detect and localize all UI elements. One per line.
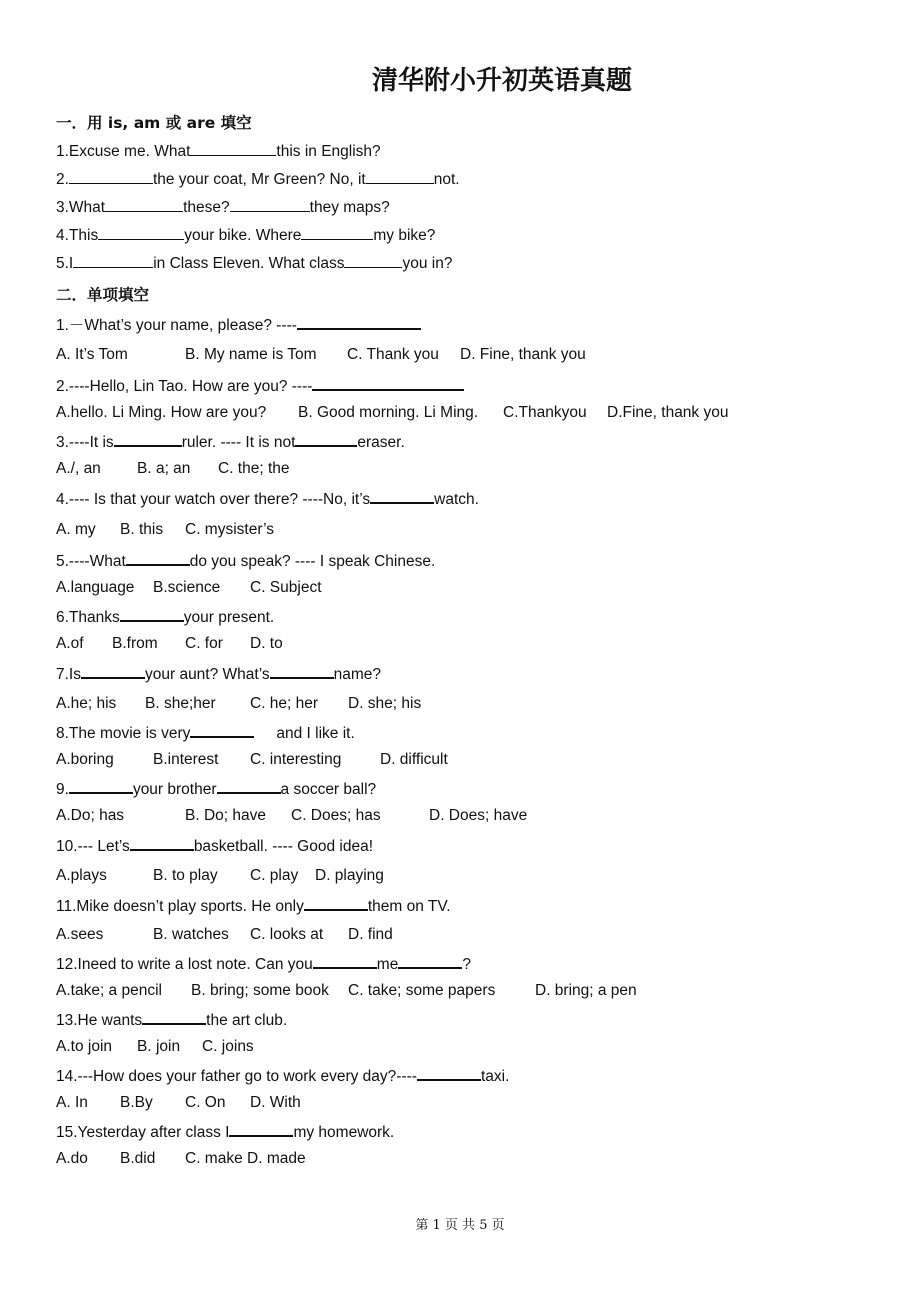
- s1-question-5: 5.I in Class Eleven. What class you in?: [56, 255, 453, 272]
- s2-question-3: 3.----It is ruler. ---- It is not eraser.: [56, 431, 405, 453]
- answer-blank[interactable]: [312, 375, 464, 391]
- s2-question-10: 10.--- Let’s basketball. ---- Good idea!: [56, 835, 373, 857]
- section-1-heading: 一．用 is, am 或 are 填空: [56, 114, 252, 132]
- answer-blank[interactable]: [297, 314, 421, 330]
- s2-question-15: 15.Yesterday after class I my homework.: [56, 1121, 394, 1143]
- answer-blank[interactable]: [114, 431, 182, 447]
- answer-blank[interactable]: [69, 169, 153, 184]
- s2-options-14: A. In B.By C. On D. With: [56, 1094, 301, 1111]
- s2-options-9: A.Do; has B. Do; have C. Does; has D. Does; have: [56, 807, 528, 824]
- answer-blank[interactable]: [130, 835, 194, 851]
- answer-blank[interactable]: [366, 169, 434, 184]
- s2-question-1: 1.－What’s your name, please? ----: [56, 314, 421, 336]
- s2-options-3: A./, an B. a; an C. the; the: [56, 460, 290, 477]
- s2-options-8: A.boring B.interest C. interesting D. difficult: [56, 751, 448, 768]
- s2-options-7: A.he; his B. she;her C. he; her D. she; his: [56, 695, 422, 712]
- answer-blank[interactable]: [69, 778, 133, 794]
- answer-blank[interactable]: [230, 197, 310, 212]
- s2-options-12: A.take; a pencil B. bring; some book C. take; some papers D. bring; a pen: [56, 982, 637, 999]
- answer-blank[interactable]: [126, 550, 190, 566]
- s2-options-10: A.plays B. to play C. play D. playing: [56, 867, 384, 884]
- section-2-heading: 二．单项填空: [56, 286, 150, 304]
- answer-blank[interactable]: [344, 253, 402, 268]
- answer-blank[interactable]: [301, 225, 373, 240]
- answer-blank[interactable]: [295, 431, 357, 447]
- s2-options-11: A.sees B. watches C. looks at D. find: [56, 926, 393, 943]
- answer-blank[interactable]: [190, 141, 276, 156]
- answer-blank[interactable]: [120, 606, 184, 622]
- answer-blank[interactable]: [370, 488, 434, 504]
- page-title: 清华附小升初英语真题: [371, 66, 632, 96]
- s2-question-4: 4.---- Is that your watch over there? ----No, it’s watch.: [56, 488, 479, 510]
- s2-question-6: 6.Thanks your present.: [56, 606, 274, 628]
- answer-blank[interactable]: [98, 225, 184, 240]
- s2-question-7: 7.Is your aunt? What’s name?: [56, 663, 381, 685]
- s2-options-15: A.do B.did C. make D. made: [56, 1150, 306, 1167]
- s2-question-13: 13.He wants the art club.: [56, 1009, 287, 1031]
- s2-question-14: 14.---How does your father go to work every day?---- taxi.: [56, 1065, 509, 1087]
- answer-blank[interactable]: [190, 722, 254, 738]
- answer-blank[interactable]: [270, 663, 334, 679]
- answer-blank[interactable]: [105, 197, 183, 212]
- s2-question-5: 5.----What do you speak? ---- I speak Chinese.: [56, 550, 435, 572]
- s2-question-2: 2.----Hello, Lin Tao. How are you? ----: [56, 375, 464, 397]
- s2-options-1: A. It’s Tom B. My name is Tom C. Thank you D. Fine, thank you: [56, 346, 586, 363]
- s2-question-8: 8.The movie is very and I like it.: [56, 722, 355, 744]
- answer-blank[interactable]: [81, 663, 145, 679]
- answer-blank[interactable]: [142, 1009, 206, 1025]
- s2-question-12: 12.Ineed to write a lost note. Can you me ?: [56, 953, 471, 975]
- s2-options-5: A.language B.science C. Subject: [56, 579, 322, 596]
- s2-options-6: A.of B.from C. for D. to: [56, 635, 283, 652]
- s2-options-2: A.hello. Li Ming. How are you? B. Good morning. Li Ming. C.Thankyou D.Fine, thank you: [56, 404, 729, 421]
- answer-blank[interactable]: [304, 895, 368, 911]
- s2-question-11: 11.Mike doesn’t play sports. He only them on TV.: [56, 895, 451, 917]
- s2-options-13: A.to join B. join C. joins: [56, 1038, 254, 1055]
- page-footer: 第 1 页 共 5 页: [415, 1218, 505, 1233]
- answer-blank[interactable]: [229, 1121, 293, 1137]
- s1-question-3: 3.What these? they maps?: [56, 199, 390, 216]
- answer-blank[interactable]: [73, 253, 153, 268]
- s1-question-1: 1.Excuse me. What this in English?: [56, 143, 381, 160]
- s1-question-4: 4.This your bike. Where my bike?: [56, 227, 436, 244]
- s2-options-4: A. my B. this C. mysister’s: [56, 521, 274, 538]
- answer-blank[interactable]: [398, 953, 462, 969]
- answer-blank[interactable]: [417, 1065, 481, 1081]
- s2-question-9: 9. your brother a soccer ball?: [56, 778, 376, 800]
- answer-blank[interactable]: [217, 778, 281, 794]
- s1-question-2: 2. the your coat, Mr Green? No, it not.: [56, 171, 460, 188]
- answer-blank[interactable]: [313, 953, 377, 969]
